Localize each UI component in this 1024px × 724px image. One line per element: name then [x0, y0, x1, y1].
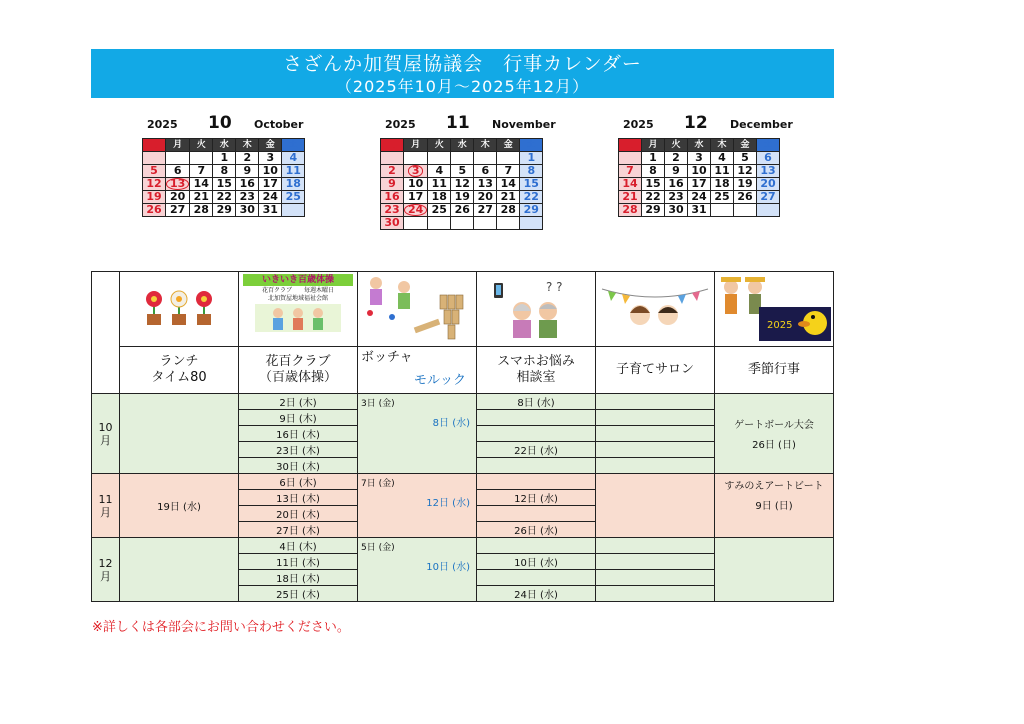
- nov-boccia-cell: [358, 474, 477, 538]
- calendar-day: 30: [665, 204, 688, 217]
- calendar-month-name: November: [492, 118, 556, 131]
- weekday-header: 金: [259, 139, 282, 152]
- calendar-day: 24: [688, 191, 711, 204]
- taiso-flyer-image: [239, 272, 358, 347]
- calendar-empty-day: [166, 152, 190, 165]
- calendar-month-number: 11: [446, 113, 470, 133]
- calendar-empty-day: [497, 152, 520, 165]
- col-boccia-molkky: [358, 347, 477, 394]
- calendar-day: 14: [190, 178, 213, 191]
- weekday-header: 月: [404, 139, 428, 152]
- flyer-title: いきいき百歳体操: [243, 274, 353, 286]
- calendar-day: 26: [451, 204, 474, 217]
- calendar-day: 31: [688, 204, 711, 217]
- calendar-day: 20: [757, 178, 780, 191]
- dec-seasonal-cell: [715, 538, 834, 602]
- nov-smartphone-1: [477, 474, 596, 490]
- calendar-day: 19: [734, 178, 757, 191]
- calendar-day: 31: [259, 204, 282, 217]
- oct-hanamomo-2: 9日 (木): [239, 410, 358, 426]
- weekday-header: 日: [619, 139, 642, 152]
- weekday-header: 金: [734, 139, 757, 152]
- calendar-empty-day: [381, 152, 404, 165]
- calendar-day: 16: [236, 178, 259, 191]
- corner-cell: [92, 272, 120, 394]
- nov-seasonal-cell: [715, 474, 834, 538]
- holiday-circle: 13: [166, 178, 189, 190]
- calendar-day: 13: [757, 165, 780, 178]
- calendar-month-number: 10: [208, 113, 232, 133]
- calendar-day: 11: [711, 165, 734, 178]
- calendar-day: [166, 178, 190, 191]
- calendar-empty-day: [734, 204, 757, 217]
- month-oct: [92, 394, 120, 474]
- nov-kosodate: [596, 474, 715, 538]
- boccia-molkky-image: [358, 272, 477, 347]
- dec-hanamomo-1: 4日 (木): [239, 538, 358, 554]
- calendar-month-name: October: [254, 118, 304, 131]
- col-kosodate: [596, 347, 715, 394]
- calendar-empty-day: [474, 217, 497, 230]
- weekday-header: 月: [642, 139, 665, 152]
- weekday-header: 土: [520, 139, 543, 152]
- calendar-empty-day: [711, 204, 734, 217]
- events-table: [91, 271, 834, 602]
- calendar-day: 29: [520, 204, 543, 217]
- calendar-day: 4: [711, 152, 734, 165]
- flyer-line1: 花百クラブ 毎週木曜日: [261, 287, 334, 294]
- dec-smartphone-4: 24日 (水): [477, 586, 596, 602]
- oct-smartphone-1: 8日 (水): [477, 394, 596, 410]
- calendar-day: 7: [190, 165, 213, 178]
- nov-hanamomo-4: 27日 (木): [239, 522, 358, 538]
- oct-boccia: 3日 (金): [361, 399, 395, 409]
- oct-seasonal-date: 26日 (日): [752, 440, 796, 451]
- calendar-day: 2: [381, 165, 404, 178]
- dec-hanamomo-2: 11日 (木): [239, 554, 358, 570]
- oct-kosodate-1: [596, 394, 715, 410]
- nov-seasonal-date: 9日 (日): [755, 501, 793, 512]
- col-hanamomo-label: 花百クラブ （百歳体操）: [258, 354, 337, 385]
- month-nov-label: 11 月: [98, 492, 113, 519]
- oct-hanamomo-5: 30日 (木): [239, 458, 358, 474]
- calendar-day: 28: [619, 204, 642, 217]
- calendar-day: 25: [282, 191, 305, 204]
- calendar-day: 12: [451, 178, 474, 191]
- calendar-day: 24: [259, 191, 282, 204]
- nov-seasonal-name: すみのえアートビート: [724, 481, 824, 492]
- calendar-year: 2025: [147, 118, 178, 131]
- calendar-day: 21: [619, 191, 642, 204]
- calendar-day: 17: [404, 191, 428, 204]
- calendar-empty-day: [474, 152, 497, 165]
- holiday-circle: 3: [408, 165, 424, 177]
- nov-hanamomo-2: 13日 (木): [239, 490, 358, 506]
- calendar-day: 17: [688, 178, 711, 191]
- calendar-day: 2: [236, 152, 259, 165]
- calendar-day: 12: [734, 165, 757, 178]
- dec-boccia: 5日 (金): [361, 543, 395, 553]
- calendar-day: 5: [143, 165, 166, 178]
- weekday-header: 水: [451, 139, 474, 152]
- calendar-day: 9: [665, 165, 688, 178]
- calendar-empty-day: [404, 152, 428, 165]
- month-dec: [92, 538, 120, 602]
- calendar-day: 30: [236, 204, 259, 217]
- calendar-day: 18: [282, 178, 305, 191]
- calendar-day: 22: [642, 191, 665, 204]
- calendar-day: 14: [619, 178, 642, 191]
- calendar-empty-day: [282, 204, 305, 217]
- calendar-day: 18: [428, 191, 451, 204]
- calendar-day: 2: [665, 152, 688, 165]
- weekday-header: 日: [381, 139, 404, 152]
- calendar-day: 21: [497, 191, 520, 204]
- calendar-day: 27: [166, 204, 190, 217]
- calendar-year: 2025: [623, 118, 654, 131]
- mini-calendar-header: [380, 113, 556, 135]
- oct-lunch: [120, 394, 239, 474]
- calendar-day: 7: [497, 165, 520, 178]
- col-boccia-label: ボッチャ: [361, 350, 413, 365]
- dec-hanamomo-4: 25日 (木): [239, 586, 358, 602]
- calendar-day: 29: [642, 204, 665, 217]
- page-title: さざんか加賀屋協議会 行事カレンダー: [283, 53, 642, 75]
- mini-calendar-header: [142, 113, 305, 135]
- calendar-empty-day: [190, 152, 213, 165]
- oct-seasonal-cell: [715, 394, 834, 474]
- nov-lunch: 19日 (水): [120, 474, 239, 538]
- calendar-day: 8: [213, 165, 236, 178]
- oct-hanamomo-4: 23日 (木): [239, 442, 358, 458]
- dec-kosodate-1: [596, 538, 715, 554]
- mini-calendar-10: [142, 113, 305, 217]
- svg-text:? ?: ? ?: [546, 279, 563, 294]
- col-seasonal-label: 季節行事: [747, 362, 800, 377]
- title-banner: [91, 49, 834, 98]
- calendar-day: 6: [757, 152, 780, 165]
- calendar-day: 19: [451, 191, 474, 204]
- oct-boccia-cell: [358, 394, 477, 474]
- calendar-day: 5: [734, 152, 757, 165]
- nov-smartphone-3: [477, 506, 596, 522]
- calendar-day: 10: [688, 165, 711, 178]
- oct-smartphone-5: [477, 458, 596, 474]
- weekday-header: 火: [428, 139, 451, 152]
- calendar-empty-day: [619, 152, 642, 165]
- mini-calendar-header: [618, 113, 793, 135]
- calendar-day: 18: [711, 178, 734, 191]
- calendar-day: 23: [381, 204, 404, 217]
- month-nov: [92, 474, 120, 538]
- oct-seasonal-name: ゲートボール大会: [734, 420, 814, 431]
- calendar-month-number: 12: [684, 113, 708, 133]
- calendar-empty-day: [404, 217, 428, 230]
- seasonal-image: [715, 272, 834, 347]
- dec-boccia-cell: [358, 538, 477, 602]
- calendar-day: 1: [520, 152, 543, 165]
- calendar-day: 10: [404, 178, 428, 191]
- calendar-day: 12: [143, 178, 166, 191]
- calendar-day: 14: [497, 178, 520, 191]
- nov-boccia: 7日 (金): [361, 479, 395, 489]
- dec-smartphone-3: [477, 570, 596, 586]
- col-hanamomo: [239, 347, 358, 394]
- calendar-day: 26: [734, 191, 757, 204]
- holiday-circle: 24: [404, 204, 427, 216]
- calendar-empty-day: [428, 217, 451, 230]
- weekday-header: 月: [166, 139, 190, 152]
- col-lunch: [120, 347, 239, 394]
- svg-text:2025: 2025: [766, 319, 792, 331]
- calendar-day: [404, 204, 428, 217]
- calendar-day: 22: [520, 191, 543, 204]
- weekday-header: 土: [757, 139, 780, 152]
- month-dec-label: 12 月: [98, 556, 113, 583]
- month-oct-label: 10 月: [98, 420, 113, 447]
- weekday-header: 水: [688, 139, 711, 152]
- calendar-day: 3: [259, 152, 282, 165]
- calendar-empty-day: [757, 204, 780, 217]
- oct-hanamomo-1: 2日 (木): [239, 394, 358, 410]
- calendar-day: 22: [213, 191, 236, 204]
- calendar-day: 27: [474, 204, 497, 217]
- calendar-day: 6: [166, 165, 190, 178]
- col-seasonal: [715, 347, 834, 394]
- calendar-day: 3: [688, 152, 711, 165]
- calendar-day: 13: [474, 178, 497, 191]
- calendar-day: 6: [474, 165, 497, 178]
- oct-smartphone-2: [477, 410, 596, 426]
- footer-note: ※詳しくは各部会にお問い合わせください。: [92, 620, 350, 635]
- calendar-grid: [142, 138, 305, 217]
- calendar-day: 20: [166, 191, 190, 204]
- calendar-day: 17: [259, 178, 282, 191]
- calendar-day: 4: [428, 165, 451, 178]
- flowers-image: [120, 272, 239, 347]
- calendar-day: 16: [381, 191, 404, 204]
- weekday-header: 火: [190, 139, 213, 152]
- calendar-day: 5: [451, 165, 474, 178]
- dec-kosodate-4: [596, 586, 715, 602]
- col-smartphone: [477, 347, 596, 394]
- weekday-header: 水: [213, 139, 236, 152]
- flyer-line2: 北加賀屋地域福祉会館: [267, 295, 328, 302]
- calendar-empty-day: [451, 217, 474, 230]
- calendar-day: 20: [474, 191, 497, 204]
- calendar-day: 8: [642, 165, 665, 178]
- calendar-day: 9: [236, 165, 259, 178]
- calendar-day: 30: [381, 217, 404, 230]
- dec-kosodate-2: [596, 554, 715, 570]
- oct-molkky: 8日 (水): [432, 418, 470, 429]
- calendar-day: [404, 165, 428, 178]
- weekday-header: 木: [474, 139, 497, 152]
- oct-hanamomo-3: 16日 (木): [239, 426, 358, 442]
- calendar-empty-day: [451, 152, 474, 165]
- nov-hanamomo-1: 6日 (木): [239, 474, 358, 490]
- calendar-day: 29: [213, 204, 236, 217]
- mini-calendar-11: [380, 113, 556, 230]
- calendar-grid: [380, 138, 543, 230]
- weekday-header: 火: [665, 139, 688, 152]
- calendar-day: 26: [143, 204, 166, 217]
- dec-lunch: [120, 538, 239, 602]
- calendar-day: 15: [642, 178, 665, 191]
- nov-hanamomo-3: 20日 (木): [239, 506, 358, 522]
- weekday-header: 木: [711, 139, 734, 152]
- calendar-empty-day: [497, 217, 520, 230]
- calendar-day: 23: [665, 191, 688, 204]
- dec-kosodate-3: [596, 570, 715, 586]
- oct-kosodate-5: [596, 458, 715, 474]
- calendar-empty-day: [520, 217, 543, 230]
- mini-calendar-12: [618, 113, 793, 217]
- calendar-day: 15: [213, 178, 236, 191]
- calendar-day: 21: [190, 191, 213, 204]
- calendar-year: 2025: [385, 118, 416, 131]
- col-lunch-label: ランチ タイム80: [151, 354, 207, 385]
- oct-kosodate-4: [596, 442, 715, 458]
- calendar-day: 8: [520, 165, 543, 178]
- calendar-day: 1: [642, 152, 665, 165]
- kosodate-image: [596, 272, 715, 347]
- oct-smartphone-4: 22日 (水): [477, 442, 596, 458]
- col-kosodate-label: 子育てサロン: [615, 362, 694, 377]
- smartphone-image: [477, 272, 596, 347]
- dec-smartphone-1: [477, 538, 596, 554]
- col-smartphone-label: スマホお悩み 相談室: [497, 354, 575, 385]
- calendar-day: 28: [497, 204, 520, 217]
- calendar-day: 25: [711, 191, 734, 204]
- calendar-day: 25: [428, 204, 451, 217]
- weekday-header: 土: [282, 139, 305, 152]
- calendar-day: 11: [282, 165, 305, 178]
- dec-molkky: 10日 (水): [426, 562, 470, 573]
- calendar-day: 11: [428, 178, 451, 191]
- calendar-day: 16: [665, 178, 688, 191]
- calendar-day: 10: [259, 165, 282, 178]
- calendar-day: 4: [282, 152, 305, 165]
- calendar-month-name: December: [730, 118, 793, 131]
- weekday-header: 金: [497, 139, 520, 152]
- nov-smartphone-2: 12日 (水): [477, 490, 596, 506]
- calendar-day: 28: [190, 204, 213, 217]
- nov-smartphone-4: 26日 (水): [477, 522, 596, 538]
- nov-molkky: 12日 (水): [426, 498, 470, 509]
- calendar-day: 9: [381, 178, 404, 191]
- calendar-day: 7: [619, 165, 642, 178]
- calendar-day: 27: [757, 191, 780, 204]
- oct-kosodate-2: [596, 410, 715, 426]
- calendar-day: 1: [213, 152, 236, 165]
- calendar-day: 23: [236, 191, 259, 204]
- calendar-empty-day: [143, 152, 166, 165]
- weekday-header: 日: [143, 139, 166, 152]
- weekday-header: 木: [236, 139, 259, 152]
- col-molkky-label: モルック: [413, 373, 466, 388]
- calendar-empty-day: [428, 152, 451, 165]
- oct-kosodate-3: [596, 426, 715, 442]
- calendar-day: 19: [143, 191, 166, 204]
- calendar-day: 15: [520, 178, 543, 191]
- page-subtitle: （2025年10月～2025年12月）: [335, 77, 590, 96]
- dec-hanamomo-3: 18日 (木): [239, 570, 358, 586]
- calendar-grid: [618, 138, 780, 217]
- dec-smartphone-2: 10日 (水): [477, 554, 596, 570]
- oct-smartphone-3: [477, 426, 596, 442]
